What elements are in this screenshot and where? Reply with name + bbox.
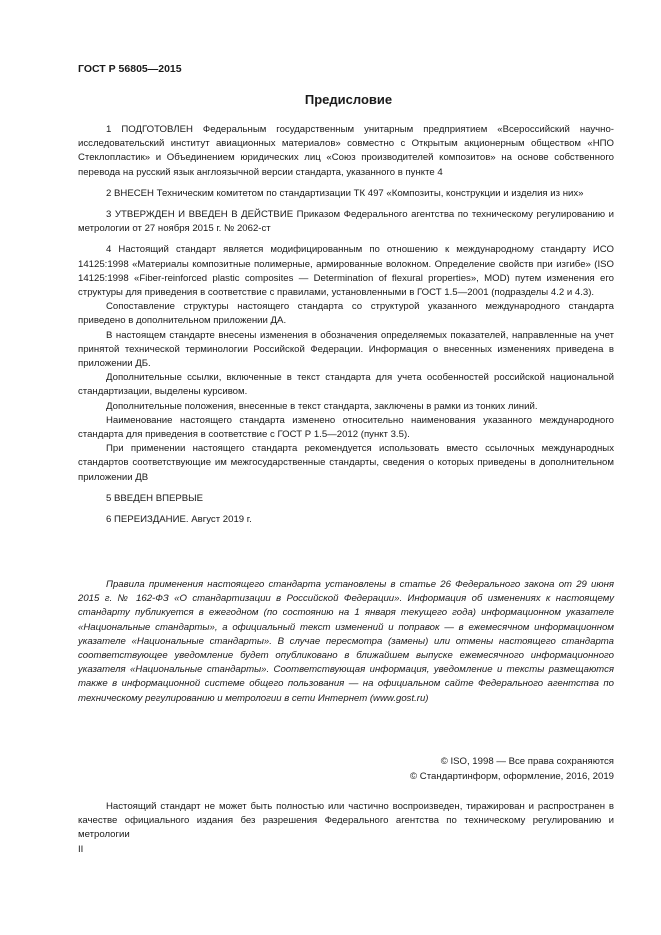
page-title: Предисловие — [304, 92, 393, 107]
item-4-references: Дополнительные ссылки, включенные в текст стандарта для учета особенностей российской национальной стандартизации, выделены курсивом. — [78, 372, 614, 398]
document-header: ГОСТ Р 56805—2015 — [78, 63, 182, 75]
rules-note-text: Правила применения настоящего стандарта установлены в статье 26 Федерального закона от 29 июня 2015 г. № 162-ФЗ «О стандартизации в Российской Федерации». Информация об изменениях к настоящему стандарту публикуется в ежегодном (по состоянию на 1 января текущего года) информационном указателе «Национальные стандарты», а официальный текст изменений и поправок — в ежемесячном информационном указателе «Национальные стандарты». В случае пересмотра (замены) или отмены настоящего стандарта соответствующее уведомление будет опубликовано в ближайшем выпуске ежемесячного информационного указателя «Национальные стандарты». Соответствующая информация, уведомление и тексты размещаются также в информационной системе общего пользования — на официальном сайте Федерального агентства по техническому регулированию и метрологии в сети Интернет (www.gost.ru) — [78, 579, 614, 704]
copyright-iso: © ISO, 1998 — Все права сохраняются — [440, 756, 614, 767]
item-4-name: Наименование настоящего стандарта изменено относительно наименования указанного международного стандарта для приведения в соответствие с ГОСТ Р 1.5—2012 (пункт 3.5). — [78, 414, 614, 441]
item-4: 4 Настоящий стандарт является модифицированным по отношению к международному стандарту ИСО 14125:1998 «Материалы композитные полимерные, армированные волокном. Определение свойств при изгибе» (ISO 14125:1998 «Fiber-reinforced plastic composites — Determination of flexural properties», MOD) путем изменения его структуры для приведения в соответствие с правилами, установленными в ГОСТ 1.5—2001 (подразделы 4.2 и 4.3). — [78, 244, 614, 299]
rules-note — [78, 578, 614, 706]
copyright-block — [410, 754, 614, 784]
item-3: 3 УТВЕРЖДЕН И ВВЕДЕН В ДЕЙСТВИЕ Приказом Федерального агентства по техническому регулированию и метрологии от 27 ноября 2015 г. № 2062-ст — [78, 209, 614, 235]
item-4-changes: В настоящем стандарте внесены изменения в обозначения определяемых показателей, направленные на учет принятой технической терминологии Российской Федерации. Информация о внесенных изменениях приведена в приложении ДБ. — [78, 329, 614, 370]
item-5: 5 ВВЕДЕН ВПЕРВЫЕ — [106, 492, 204, 504]
reproduction-notice — [78, 800, 614, 843]
reproduction-notice-text: Настоящий стандарт не может быть полностью или частично воспроизведен, тиражирован и распространен в качестве официального издания без разрешения Федерального агентства по техническому регулированию и метрологии — [78, 801, 614, 841]
item-4-usage: При применении настоящего стандарта рекомендуется использовать вместо ссылочных международных стандартов соответствующие им межгосударственные стандарты, сведения о которых приведены в дополнительном приложении ДВ — [78, 443, 614, 483]
page-number: II — [78, 844, 84, 855]
item-1: 1 ПОДГОТОВЛЕН Федеральным государственным унитарным предприятием «Всероссийский научно-исследовательский институт авиационных материалов» совместно с Открытым акционерным обществом «НПО Стеклопластик» и Объединением юридических лиц «Союз производителей композитов» на основе собственного перевода на русский язык англоязычной версии стандарта, указанного в пункте 4 — [78, 124, 614, 178]
item-2: 2 ВНЕСЕН Техническим комитетом по стандартизации ТК 497 «Композиты, конструкции и изделия из них» — [106, 187, 584, 199]
item-4-additions: Дополнительные положения, внесенные в текст стандарта, заключены в рамки из тонких линий. — [106, 400, 538, 412]
item-6: 6 ПЕРЕИЗДАНИЕ. Август 2019 г. — [106, 514, 252, 526]
copyright-standartinform: © Стандартинформ, оформление, 2016, 2019 — [410, 771, 614, 782]
preface-items — [78, 123, 614, 527]
item-4-structure: Сопоставление структуры настоящего стандарта со структурой указанного международного стандарта приведено в дополнительном приложении ДА. — [78, 301, 614, 327]
